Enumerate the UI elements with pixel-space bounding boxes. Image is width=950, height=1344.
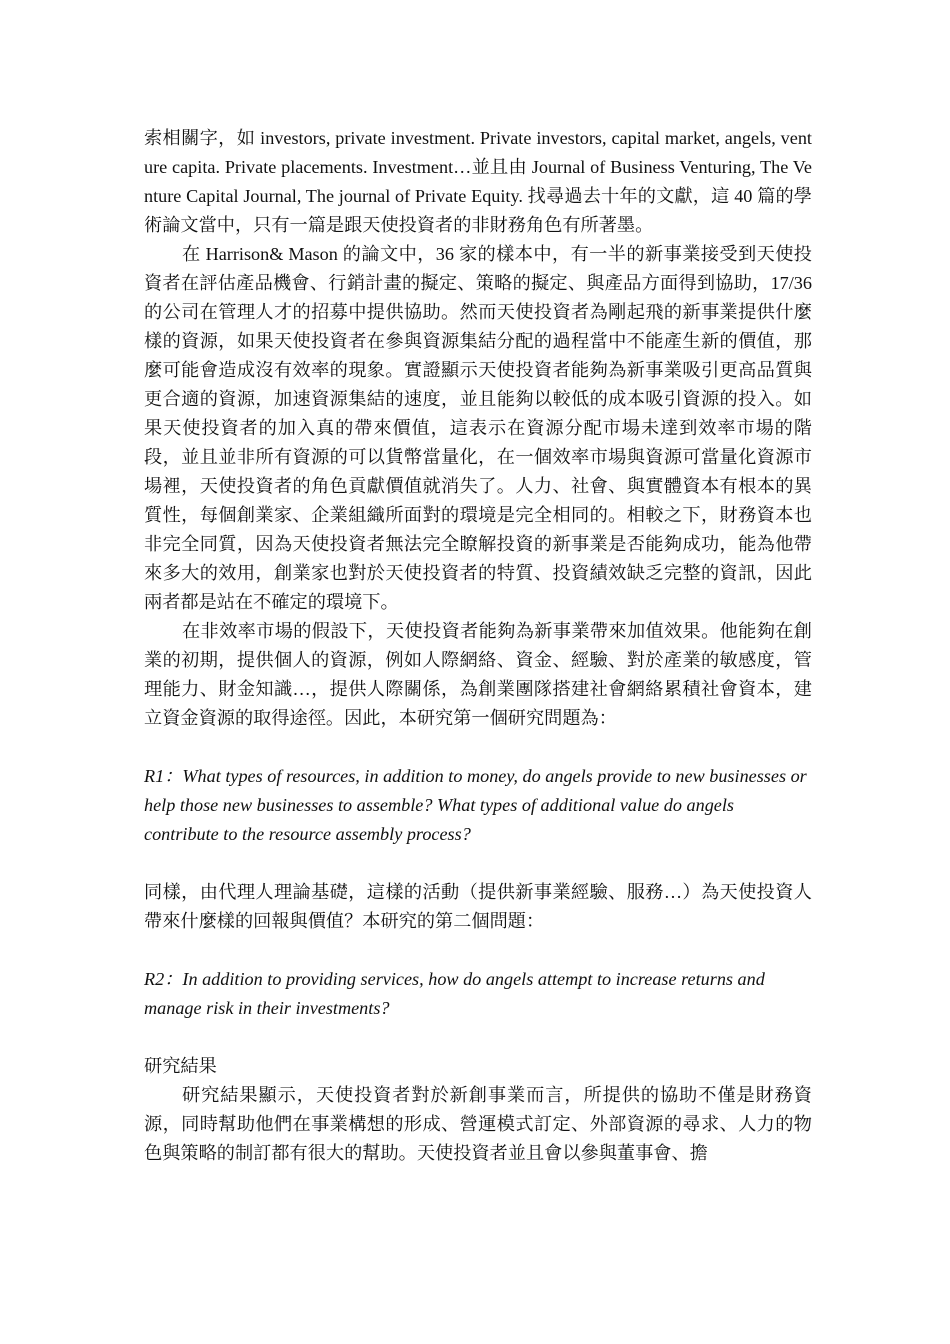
research-question-r1: R1：What types of resources, in addition to money, do angels provide to new businesses or help those new businesses to assemble? What types of additional value do angels contribute to the resource assembly process? (144, 766, 807, 844)
spacer (144, 1023, 812, 1052)
section-heading-results: 研究結果 (144, 1056, 217, 1076)
paragraph-agency-theory: 同樣，由代理人理論基礎，這樣的活動（提供新事業經驗、服務…）為天使投資人帶來什麼樣的回報與價值？本研究的第二個問題： (144, 882, 812, 931)
paragraph-results: 研究結果顯示，天使投資者對於新創事業而言，所提供的協助不僅是財務資源，同時幫助他們在事業構想的形成、營運模式訂定、外部資源的尋求、人力的物色與策略的制訂都有很大的幫助。天使投資者並且會以參與董事會、擔 (144, 1085, 812, 1163)
paragraph-harrison-mason: 在 Harrison& Mason 的論文中，36 家的樣本中，有一半的新事業接受到天使投資者在評估產品機會、行銷計畫的擬定、策略的擬定、與產品方面得到協助，17/36 的公司在管理人才的招募中提供協助。然而天使投資者為剛起飛的新事業提供什麼樣的資源，如果天使投資者在參與資源集結分配的過程當中不能產生新的價值，那麼可能會造成沒有效率的現象。實證顯示天使投資者能夠為新事業吸引更高品質與更合適的資源，加速資源集結的速度，並且能夠以較低的成本吸引資源的投入。如果天使投資者的加入真的帶來價值，這表示在資源分配市場未達到效率市場的階段，並且並非所有資源的可以貨幣當量化，在一個效率市場與資源可當量化資源市場裡，天使投資者的角色貢獻價值就消失了。人力、社會、與實體資本有根本的異質性，每個創業家、企業組織所面對的環境是完全相同的。相較之下，財務資本也非完全同質，因為天使投資者無法完全瞭解投資的新事業是否能夠成功，能為他帶來多大的效用，創業家也對於天使投資者的特質、投資績效缺乏完整的資訊，因此兩者都是站在不確定的環境下。 (144, 244, 812, 612)
spacer (144, 733, 812, 762)
spacer (144, 849, 812, 878)
research-question-r2: R2：In addition to providing services, how do angels attempt to increase returns and manage risk in their investments? (144, 969, 765, 1018)
document-page (144, 124, 812, 1168)
paragraph-keywords: 索相關字，如 investors, private investment. Private investors, capital market, angels, venture capita. Private placements. Investment…並且由 Journal of Business Venturing, The Venture Capital Journal, The journal of Private Equity. 找尋過去十年的文獻，這 40 篇的學術論文當中，只有一篇是跟天使投資者的非財務角色有所著墨。 (144, 128, 812, 235)
spacer (144, 936, 812, 965)
paragraph-inefficient-market: 在非效率市場的假設下，天使投資者能夠為新事業帶來加值效果。他能夠在創業的初期，提供個人的資源，例如人際網絡、資金、經驗、對於產業的敏感度，管理能力、財金知識…，提供人際關係，為創業團隊搭建社會網絡累積社會資本，建立資金資源的取得途徑。因此，本研究第一個研究問題為： (144, 621, 812, 728)
